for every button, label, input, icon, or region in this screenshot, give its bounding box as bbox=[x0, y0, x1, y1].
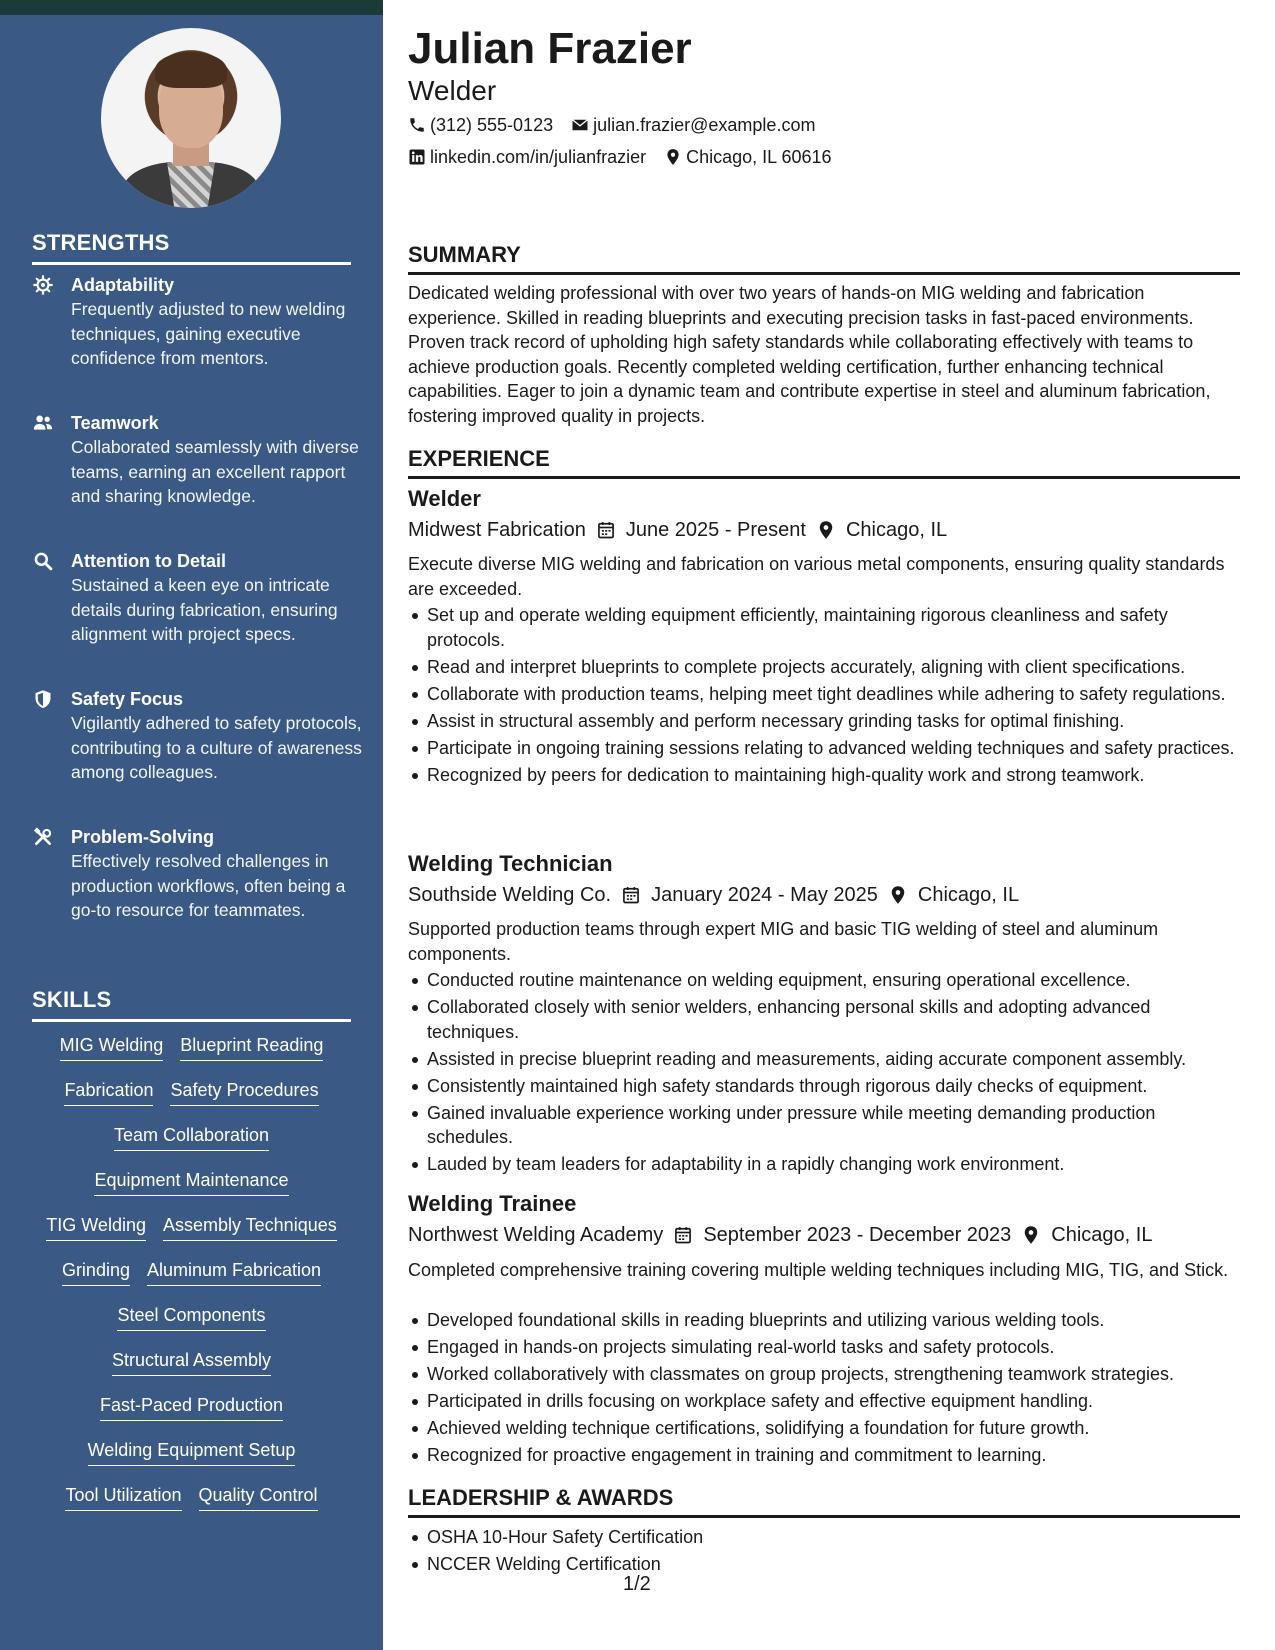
strength-title: Attention to Detail bbox=[71, 551, 226, 571]
skill-tag: Equipment Maintenance bbox=[94, 1168, 288, 1196]
profile-photo bbox=[101, 28, 281, 208]
job-meta bbox=[408, 881, 1019, 909]
map-pin-icon bbox=[816, 520, 836, 540]
skill-tag: TIG Welding bbox=[46, 1213, 146, 1241]
linkedin-text[interactable]: linkedin.com/in/julianfrazier bbox=[430, 147, 647, 167]
job-dates: September 2023 - December 2023 bbox=[703, 1224, 1012, 1246]
list-item: Collaborate with production teams, helping meet tight deadlines while adhering to safety regulations. bbox=[408, 682, 1240, 707]
job-location: Chicago, IL bbox=[1051, 1224, 1153, 1246]
calendar-icon bbox=[596, 520, 616, 540]
job-meta bbox=[408, 1221, 1152, 1249]
list-item: Worked collaboratively with classmates on group projects, strengthening teamwork strategies. bbox=[408, 1362, 1240, 1387]
list-item: Conducted routine maintenance on welding equipment, ensuring operational excellence. bbox=[408, 968, 1240, 993]
job-title: Welding Trainee bbox=[408, 1191, 577, 1216]
list-item: Read and interpret blueprints to complete projects accurately, aligning with client specifications. bbox=[408, 655, 1240, 680]
strength-title: Teamwork bbox=[71, 413, 159, 433]
job-dates: June 2025 - Present bbox=[625, 519, 806, 541]
strength-title: Problem-Solving bbox=[71, 827, 215, 847]
page-number: 1/2 bbox=[623, 1573, 651, 1595]
experience-heading: EXPERIENCE bbox=[408, 445, 1240, 479]
list-item: Set up and operate welding equipment efficiently, maintaining rigorous cleanliness and safety protocols. bbox=[408, 603, 1240, 652]
strength-problem-solving bbox=[32, 825, 362, 923]
awards-list bbox=[408, 1525, 1240, 1579]
list-item: Developed foundational skills in reading blueprints and utilizing various welding tools. bbox=[408, 1308, 1240, 1333]
email-contact[interactable] bbox=[571, 113, 815, 137]
email-icon bbox=[571, 116, 589, 134]
list-item: Participate in ongoing training sessions relating to advanced welding techniques and safety practices. bbox=[408, 736, 1240, 761]
gear-icon bbox=[32, 275, 54, 295]
list-item: Gained invaluable experience working under pressure while meeting demanding production schedules. bbox=[408, 1101, 1240, 1150]
skill-tag: Fabrication bbox=[64, 1078, 153, 1106]
job-summary: Completed comprehensive training covering multiple welding techniques including MIG, TIG, and Stick. bbox=[408, 1260, 1229, 1280]
list-item: OSHA 10-Hour Safety Certification bbox=[408, 1525, 1240, 1550]
phone-icon bbox=[408, 116, 426, 134]
job-meta bbox=[408, 516, 947, 544]
job-title: Welding Technician bbox=[408, 851, 613, 876]
list-item: Assisted in precise blueprint reading and measurements, aiding accurate component assembly. bbox=[408, 1047, 1240, 1072]
list-item: Lauded by team leaders for adaptability in a rapidly changing work environment. bbox=[408, 1152, 1240, 1177]
job-company: Midwest Fabrication bbox=[408, 519, 586, 541]
skill-tag: Fast-Paced Production bbox=[100, 1393, 283, 1421]
job-title: Welder bbox=[408, 486, 481, 511]
summary-heading: SUMMARY bbox=[408, 241, 1240, 275]
strength-title: Adaptability bbox=[71, 275, 175, 295]
tools-icon bbox=[32, 827, 54, 847]
candidate-role: Welder bbox=[408, 75, 497, 106]
skill-tag: Assembly Techniques bbox=[163, 1213, 337, 1241]
skill-tag: Quality Control bbox=[199, 1483, 318, 1511]
job-bullets bbox=[408, 968, 1240, 1179]
strength-title: Safety Focus bbox=[71, 689, 184, 709]
strength-teamwork bbox=[32, 411, 362, 509]
list-item: Recognized for proactive engagement in training and commitment to learning. bbox=[408, 1443, 1240, 1468]
linkedin-icon bbox=[408, 148, 426, 166]
location-text: Chicago, IL 60616 bbox=[686, 147, 832, 167]
summary-text: Dedicated welding professional with over two years of hands-on MIG welding and fabrication experience. Skilled in reading blueprints and executing precision tasks in fast-paced environments. Proven track record of upholding high safety standards while collaborating effectively with teams to achieve production goals. Recently completed welding certification, further enhancing technical capabilities. Eager to join a dynamic team and contribute expertise in steel and aluminum fabrication, fostering improved quality in projects. bbox=[408, 283, 1211, 426]
list-item: Collaborated closely with senior welders, enhancing personal skills and adopting advanced techniques. bbox=[408, 995, 1240, 1044]
strength-desc: Vigilantly adhered to safety protocols, contributing to a culture of awareness among colleagues. bbox=[71, 713, 362, 782]
strengths-heading: STRENGTHS bbox=[32, 230, 351, 265]
shield-icon bbox=[32, 689, 54, 709]
skill-tag: Welding Equipment Setup bbox=[88, 1438, 296, 1466]
skill-tag: Tool Utilization bbox=[65, 1483, 181, 1511]
strength-desc: Sustained a keen eye on intricate details during fabrication, ensuring alignment with project specs. bbox=[71, 575, 338, 644]
job-company: Southside Welding Co. bbox=[408, 884, 612, 906]
location-contact bbox=[664, 145, 831, 169]
list-item: Consistently maintained high safety standards through rigorous daily checks of equipment. bbox=[408, 1074, 1240, 1099]
linkedin-contact[interactable] bbox=[408, 145, 646, 169]
strength-desc: Frequently adjusted to new welding techniques, gaining executive confidence from mentors. bbox=[71, 299, 346, 368]
search-icon bbox=[32, 551, 54, 571]
skill-tag: Team Collaboration bbox=[114, 1123, 269, 1151]
strength-attention-to-detail bbox=[32, 549, 362, 647]
skill-tag: Structural Assembly bbox=[112, 1348, 271, 1376]
job-summary: Supported production teams through expert MIG and basic TIG welding of steel and aluminum components. bbox=[408, 919, 1159, 964]
calendar-icon bbox=[673, 1225, 693, 1245]
job-bullets bbox=[408, 1308, 1240, 1470]
phone-text: (312) 555-0123 bbox=[430, 115, 554, 135]
awards-heading: LEADERSHIP & AWARDS bbox=[408, 1484, 1240, 1518]
skill-tag: Grinding bbox=[62, 1258, 130, 1286]
skills-list bbox=[32, 1033, 351, 1528]
skill-tag: Safety Procedures bbox=[170, 1078, 318, 1106]
strength-desc: Collaborated seamlessly with diverse teams, earning an excellent rapport and sharing knowledge. bbox=[71, 437, 359, 506]
job-dates: January 2024 - May 2025 bbox=[651, 884, 878, 906]
skill-tag: MIG Welding bbox=[60, 1033, 164, 1061]
skill-tag: Blueprint Reading bbox=[180, 1033, 323, 1061]
list-item: Assist in structural assembly and perform necessary grinding tasks for optimal finishing. bbox=[408, 709, 1240, 734]
list-item: Recognized by peers for dedication to maintaining high-quality work and strong teamwork. bbox=[408, 763, 1240, 788]
users-icon bbox=[32, 413, 54, 433]
contact-row-2 bbox=[408, 145, 832, 169]
contact-row-1 bbox=[408, 113, 815, 137]
skill-tag: Steel Components bbox=[117, 1303, 265, 1331]
list-item: NCCER Welding Certification bbox=[408, 1552, 1240, 1577]
strength-safety-focus bbox=[32, 687, 362, 785]
map-pin-icon bbox=[1021, 1225, 1041, 1245]
job-summary: Execute diverse MIG welding and fabrication on various metal components, ensuring quality standards are exceeded. bbox=[408, 554, 1225, 599]
email-text[interactable]: julian.frazier@example.com bbox=[593, 115, 816, 135]
list-item: Achieved welding technique certifications, solidifying a foundation for future growth. bbox=[408, 1416, 1240, 1441]
skills-heading: SKILLS bbox=[32, 987, 351, 1022]
map-pin-icon bbox=[888, 885, 908, 905]
map-pin-icon bbox=[664, 148, 682, 166]
sidebar bbox=[0, 0, 383, 1650]
skill-tag: Aluminum Fabrication bbox=[147, 1258, 321, 1286]
list-item: Participated in drills focusing on workplace safety and effective equipment handling. bbox=[408, 1389, 1240, 1414]
calendar-icon bbox=[621, 885, 641, 905]
job-location: Chicago, IL bbox=[917, 884, 1020, 906]
strength-adaptability bbox=[32, 273, 362, 371]
phone-contact bbox=[408, 113, 553, 137]
list-item: Engaged in hands-on projects simulating real-world tasks and safety protocols. bbox=[408, 1335, 1240, 1360]
sidebar-top-bar bbox=[0, 0, 383, 15]
strength-desc: Effectively resolved challenges in production workflows, often being a go-to resource for teammates. bbox=[71, 851, 346, 920]
candidate-name: Julian Frazier bbox=[408, 24, 692, 73]
job-bullets bbox=[408, 603, 1240, 790]
job-location: Chicago, IL bbox=[845, 519, 948, 541]
job-company: Northwest Welding Academy bbox=[408, 1224, 664, 1246]
